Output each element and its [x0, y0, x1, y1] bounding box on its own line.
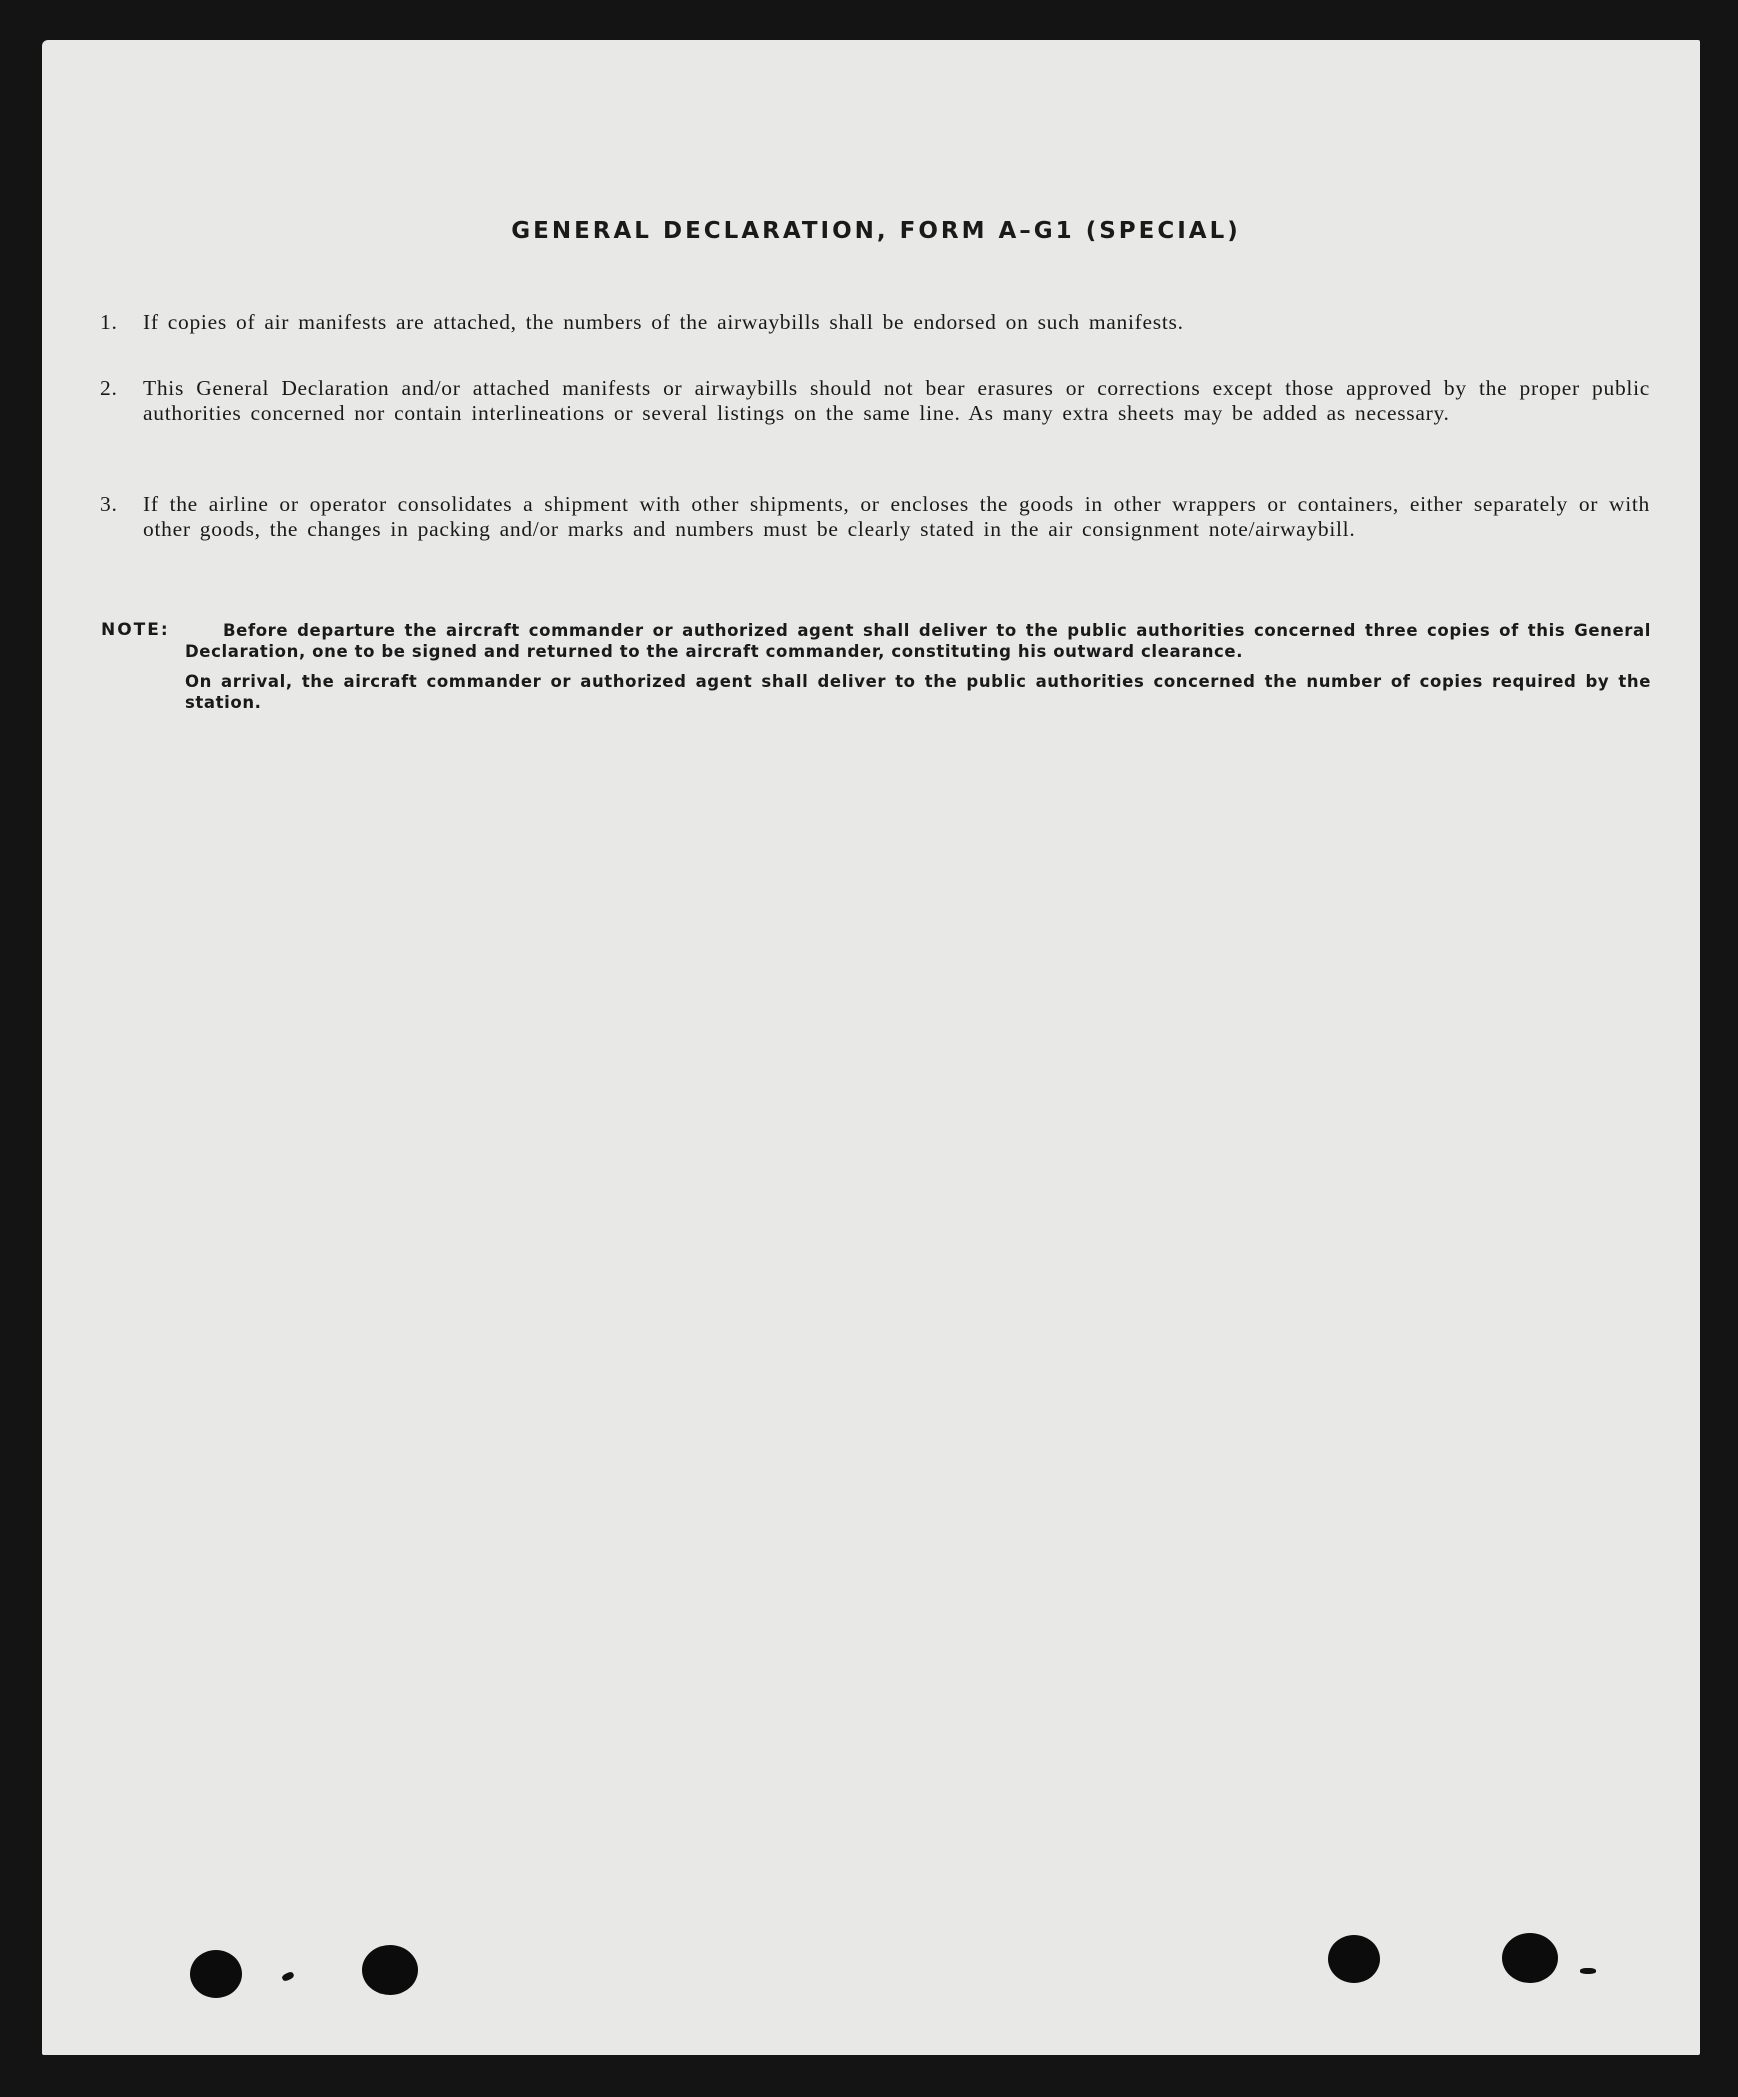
- punch-hole-icon: [1502, 1933, 1558, 1983]
- punch-hole-icon: [362, 1945, 418, 1995]
- ink-speck: [1580, 1968, 1596, 1974]
- note-section: [101, 620, 1651, 713]
- instruction-item-3: [100, 492, 1650, 542]
- document-page: [42, 40, 1700, 2055]
- instruction-item-2: [100, 376, 1650, 426]
- item-text: This General Declaration and/or attached manifests or airwaybills should not bear erasures or corrections except those approved by the proper public authorities concerned nor contain interlineations or several listings on the same line. As many extra sheets may be added as necessary.: [143, 376, 1650, 425]
- punch-hole-icon: [1328, 1935, 1380, 1983]
- instruction-item-1: [100, 310, 1650, 335]
- note-paragraph-arrival: On arrival, the aircraft commander or authorized agent shall deliver to the public authorities concerned the number of copies required by the station.: [185, 672, 1651, 712]
- document-title: GENERAL DECLARATION, FORM A–G1 (SPECIAL): [511, 218, 1241, 244]
- item-number: 1.: [100, 310, 118, 334]
- note-paragraph-departure: Before departure the aircraft commander or authorized agent shall deliver to the public authorities concerned three copies of this General Declaration, one to be signed and returned to the aircraft commander, constituting his outward clearance.: [185, 621, 1651, 661]
- item-text: If copies of air manifests are attached, the numbers of the airwaybills shall be endorsed on such manifests.: [143, 310, 1184, 334]
- punch-hole-icon: [190, 1950, 242, 1998]
- item-text: If the airline or operator consolidates a shipment with other shipments, or encloses the goods in other wrappers or containers, either separately or with other goods, the changes in packing and/or marks and numbers must be clearly stated in the air consignment note/airwaybill.: [143, 492, 1650, 541]
- item-number: 3.: [100, 492, 118, 516]
- note-label: NOTE:: [101, 620, 170, 640]
- ink-speck: [281, 1971, 295, 1982]
- item-number: 2.: [100, 376, 118, 400]
